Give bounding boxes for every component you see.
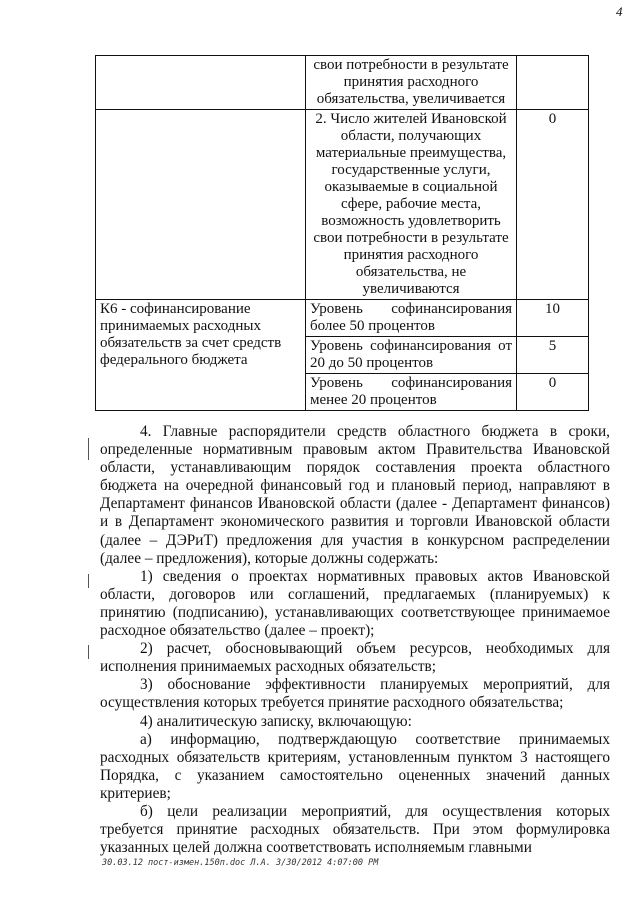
paragraph: 4. Главные распорядители средств областного бюджета в сроки, определенные нормативным правовым актом Правительства Ивановской области, устанавливающим порядок составления проекта областного бюджета на очередной финансовый год и плановый период, направляют в Департамент финансов Ивановской области (далее - Департамент финансов) и в Департамент экономического развития и торговли Ивановской области (далее – ДЭРиТ) предложения для участия в конкурсном распределении (далее – предложения), которые должны содержать: (100, 423, 610, 567)
description-line: увеличиваются (362, 281, 460, 297)
margin-revision-mark (88, 645, 89, 659)
description-line: обязательства, увеличивается (316, 91, 506, 107)
description-line: свои потребности в результате (313, 57, 509, 73)
description-cell (306, 110, 517, 300)
score-cell: 10 (517, 300, 589, 337)
description-line: обязательства, не (355, 264, 467, 280)
footer-file-info: 30.03.12 пост-измен.150п.doc Л.А. 3/30/2012 4:07:00 PM (102, 858, 379, 868)
table-row-continuation (96, 56, 589, 110)
level-cell: Уровень софинансирования менее 20 процентов (306, 374, 517, 411)
paragraph: а) информацию, подтверждающую соответствие принимаемых расходных обязательств критериям, установленным пунктом 3 настоящего Порядка, с указанием самостоятельно оцененных значений данных критериев; (100, 730, 610, 802)
criterion-line: К6 - софинансирование (100, 301, 251, 317)
description-cell (306, 56, 517, 110)
criterion-k6-cell (96, 300, 306, 411)
empty-score-cell (517, 56, 589, 110)
description-line: принятия расходного (343, 74, 479, 90)
margin-revision-mark (88, 574, 89, 588)
description-line: государственные услуги, (331, 162, 491, 178)
description-line: 2. Число жителей Ивановской (315, 111, 507, 127)
level-cell: Уровень софинансирования более 50 процентов (306, 300, 517, 337)
description-line: материальные преимущества, (315, 145, 507, 161)
page-number: 4 (616, 4, 623, 19)
body-text (100, 423, 610, 857)
empty-criterion-cell (96, 56, 306, 110)
paragraph: 3) обоснование эффективности планируемых мероприятий, для осуществления которых требуется принятие расходного обязательства; (100, 676, 610, 712)
description-line: области, получающих (340, 128, 482, 144)
paragraph: 4) аналитическую записку, включающую: (140, 712, 412, 730)
margin-revision-mark (88, 438, 89, 460)
criterion-line: принимаемых расходных (100, 318, 261, 334)
criteria-table (95, 55, 589, 411)
description-line: свои потребности в результате (313, 230, 509, 246)
table-row-k6-level-1 (96, 300, 589, 337)
score-cell: 0 (517, 374, 589, 411)
level-cell: Уровень софинансирования от 20 до 50 процентов (306, 337, 517, 374)
description-line: сфере, рабочие места, (340, 196, 482, 212)
description-line: принятия расходного (343, 247, 479, 263)
description-line: оказываемые в социальной (324, 179, 498, 195)
criterion-line: обязательств за счет средств (100, 335, 282, 351)
description-line: возможность удовлетворить (321, 213, 501, 229)
criterion-line: федерального бюджета (100, 352, 248, 368)
score-cell: 5 (517, 337, 589, 374)
table-row-inhabitants (96, 110, 589, 300)
paragraph: 1) сведения о проектах нормативных правовых актов Ивановской области, договоров или соглашений, предлагаемых (планируемых) к принятию (подписанию), устанавливающих соответствующее принимаемое расходное обязательство (далее – проект); (100, 567, 610, 640)
paragraph: 2) расчет, обосновывающий объем ресурсов, необходимых для исполнения принимаемых расходных обязательств; (100, 640, 610, 676)
score-cell: 0 (517, 110, 589, 300)
paragraph: б) цели реализации мероприятий, для осуществления которых требуется принятие расходных обязательств. При этом формулировка указанных целей должна соответствовать исполняемым главными (100, 802, 610, 857)
empty-criterion-cell (96, 110, 306, 300)
